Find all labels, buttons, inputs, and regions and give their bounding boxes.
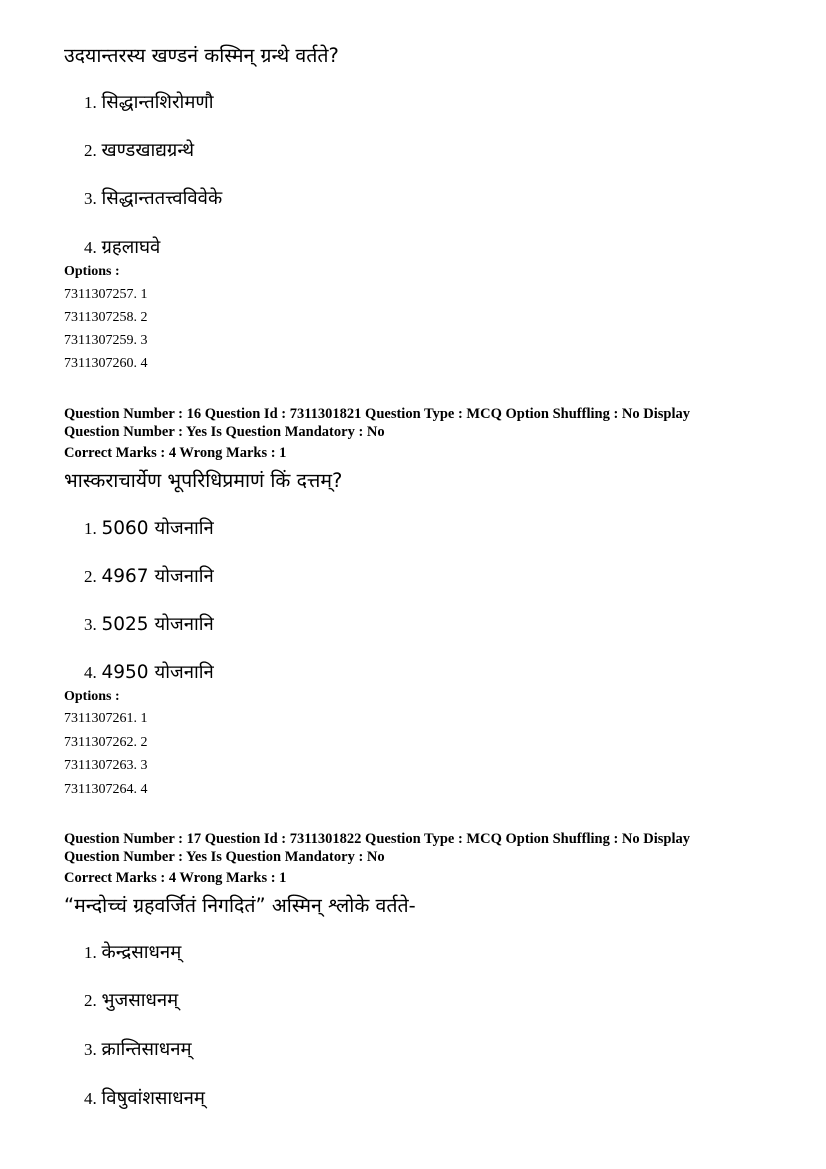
option-item bbox=[84, 941, 181, 965]
option-number: 2. bbox=[84, 567, 97, 586]
question-text: उदयान्तरस्य खण्डनं कस्मिन् ग्रन्थे वर्तते? bbox=[64, 44, 339, 67]
option-text: सिद्धान्तशिरोमणौ bbox=[101, 92, 214, 113]
option-id: 7311307257. 1 bbox=[64, 287, 148, 302]
option-text: 5060 योजनानि bbox=[101, 518, 214, 539]
question-meta-line2: Question Number : Yes Is Question Mandatory : No bbox=[64, 424, 385, 440]
option-number: 1. bbox=[84, 93, 97, 112]
question-text: भास्कराचार्येण भूपरिधिप्रमाणं किं दत्तम्? bbox=[64, 469, 343, 492]
option-number: 4. bbox=[84, 1089, 97, 1108]
option-item bbox=[84, 139, 194, 163]
option-item bbox=[84, 91, 214, 115]
option-text: विषुवांशसाधनम् bbox=[101, 1088, 205, 1109]
option-number: 3. bbox=[84, 615, 97, 634]
option-text: केन्द्रसाधनम् bbox=[101, 942, 182, 963]
question-text: “मन्दोच्चं ग्रहवर्जितं निगदितं” अस्मिन् श्लोके वर्तते- bbox=[64, 894, 416, 917]
question-meta-line2: Question Number : Yes Is Question Mandatory : No bbox=[64, 849, 385, 865]
options-label: Options : bbox=[64, 689, 120, 704]
option-item bbox=[84, 187, 222, 211]
option-item bbox=[84, 1038, 192, 1062]
option-text: 4950 योजनानि bbox=[101, 662, 214, 683]
options-label: Options : bbox=[64, 264, 120, 279]
option-number: 1. bbox=[84, 519, 97, 538]
option-number: 3. bbox=[84, 1040, 97, 1059]
option-text: क्रान्तिसाधनम् bbox=[101, 1039, 192, 1060]
option-number: 4. bbox=[84, 238, 97, 257]
option-id: 7311307261. 1 bbox=[64, 711, 148, 726]
question-marks: Correct Marks : 4 Wrong Marks : 1 bbox=[64, 870, 287, 886]
option-item bbox=[84, 613, 214, 637]
option-number: 2. bbox=[84, 991, 97, 1010]
option-text: सिद्धान्ततत्त्वविवेके bbox=[101, 188, 223, 209]
option-id: 7311307259. 3 bbox=[64, 333, 148, 348]
option-id: 7311307264. 4 bbox=[64, 782, 148, 797]
option-id: 7311307262. 2 bbox=[64, 735, 148, 750]
option-id: 7311307260. 4 bbox=[64, 356, 148, 371]
option-item bbox=[84, 517, 214, 541]
option-text: भुजसाधनम् bbox=[101, 990, 179, 1011]
option-number: 3. bbox=[84, 189, 97, 208]
question-meta-line1: Question Number : 16 Question Id : 7311301821 Question Type : MCQ Option Shuffling : No Display bbox=[64, 406, 690, 422]
option-text: ग्रहलाघवे bbox=[101, 237, 161, 258]
option-id: 7311307258. 2 bbox=[64, 310, 148, 325]
option-number: 4. bbox=[84, 663, 97, 682]
option-text: 5025 योजनानि bbox=[101, 614, 214, 635]
option-number: 2. bbox=[84, 141, 97, 160]
option-item bbox=[84, 565, 214, 589]
option-item bbox=[84, 661, 214, 685]
question-marks: Correct Marks : 4 Wrong Marks : 1 bbox=[64, 445, 287, 461]
option-item bbox=[84, 236, 160, 260]
option-item bbox=[84, 989, 178, 1013]
option-item bbox=[84, 1087, 205, 1111]
option-number: 1. bbox=[84, 943, 97, 962]
question-meta-line1: Question Number : 17 Question Id : 7311301822 Question Type : MCQ Option Shuffling : No Display bbox=[64, 831, 690, 847]
option-text: 4967 योजनानि bbox=[101, 566, 214, 587]
option-id: 7311307263. 3 bbox=[64, 758, 148, 773]
option-text: खण्डखाद्यग्रन्थे bbox=[101, 140, 195, 161]
